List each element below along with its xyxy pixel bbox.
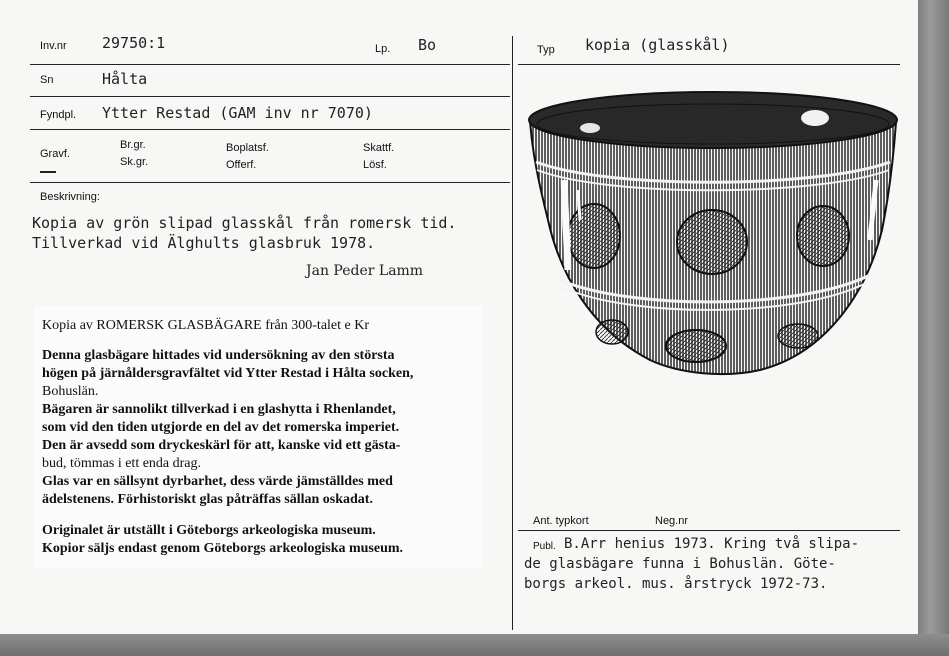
desc-line-2: Tillverkad vid Älghults glasbruk 1978. [32, 234, 376, 252]
scan-edge-right [918, 0, 949, 656]
rule-typ [518, 64, 900, 65]
lp-value: Bo [418, 36, 437, 54]
offerf-label: Offerf. [226, 159, 257, 171]
desc-author: Jan Peder Lamm [306, 263, 424, 279]
pasted-line-3: Bohuslän. [42, 384, 99, 399]
sn-label: Sn [40, 74, 54, 86]
pasted-line-9: ädelstenens. Förhistoriskt glas påträffas sällan oskadat. [42, 492, 373, 507]
fyndpl-label: Fyndpl. [40, 109, 77, 121]
pasted-line-8: Glas var en sällsynt dyrbarhet, dess värde jämställdes med [42, 474, 393, 489]
pasted-footer-2: Kopior säljs endast genom Göteborgs arkeologiska museum. [42, 541, 404, 556]
sn-value: Hålta [102, 70, 148, 88]
desc-line-1: Kopia av grön slipad glasskål från romersk tid. [32, 214, 457, 232]
rule-gravf [30, 182, 510, 183]
skgr-label: Sk.gr. [120, 156, 149, 168]
boplatsf-label: Boplatsf. [226, 142, 269, 154]
pasted-line-4: Bägaren är sannolikt tillverkad i en glashytta i Rhenlandet, [42, 402, 396, 417]
column-divider [512, 36, 513, 630]
gravf-label: Gravf. [40, 148, 70, 160]
rule-fyndpl [30, 129, 510, 130]
typ-label: Typ [537, 44, 555, 56]
pasted-footer-1: Originalet är utställt i Göteborgs arkeologiska museum. [42, 523, 376, 538]
brgr-label: Br.gr. [120, 139, 146, 151]
publ-line-3: borgs arkeol. mus. årstryck 1972-73. [524, 576, 828, 592]
pasted-line-5: som vid den tiden utgjorde en del av det romerska imperiet. [42, 420, 400, 435]
inv-label: Inv.nr [40, 40, 67, 52]
losf-label: Lösf. [363, 159, 387, 171]
pasted-title: Kopia av ROMERSK GLASBÄGARE från 300-talet e Kr [42, 318, 370, 333]
ant-typkort-label: Ant. typkort [533, 515, 589, 527]
pasted-line-1: Denna glasbägare hittades vid undersökning av den största [42, 348, 395, 363]
scan-edge-bottom [0, 634, 949, 656]
publ-line-2: de glasbägare funna i Bohuslän. Göte- [524, 556, 836, 572]
pasted-line-7: bud, tömmas i ett enda drag. [42, 456, 202, 471]
gravf-underline [40, 171, 56, 173]
beskrivning-label: Beskrivning: [40, 191, 100, 203]
rule-ant [518, 530, 900, 531]
publ-label: Publ. [533, 541, 556, 552]
rule-inv [30, 64, 510, 65]
inv-value: 29750:1 [102, 34, 166, 52]
neg-label: Neg.nr [655, 515, 689, 527]
skattf-label: Skattf. [363, 142, 395, 154]
glass-bowl-illustration [520, 70, 902, 510]
typ-value: kopia (glasskål) [585, 36, 730, 54]
publ-line-1: B.Arr henius 1973. Kring två slipa- [564, 536, 860, 552]
lp-label: Lp. [375, 43, 391, 55]
fyndpl-value: Ytter Restad (GAM inv nr 7070) [102, 104, 373, 122]
rule-sn [30, 96, 510, 97]
pasted-line-2: högen på järnåldersgravfältet vid Ytter Restad i Hålta socken, [42, 366, 414, 381]
pasted-line-6: Den är avsedd som dryckeskärl för att, kanske vid ett gästa- [42, 438, 401, 453]
